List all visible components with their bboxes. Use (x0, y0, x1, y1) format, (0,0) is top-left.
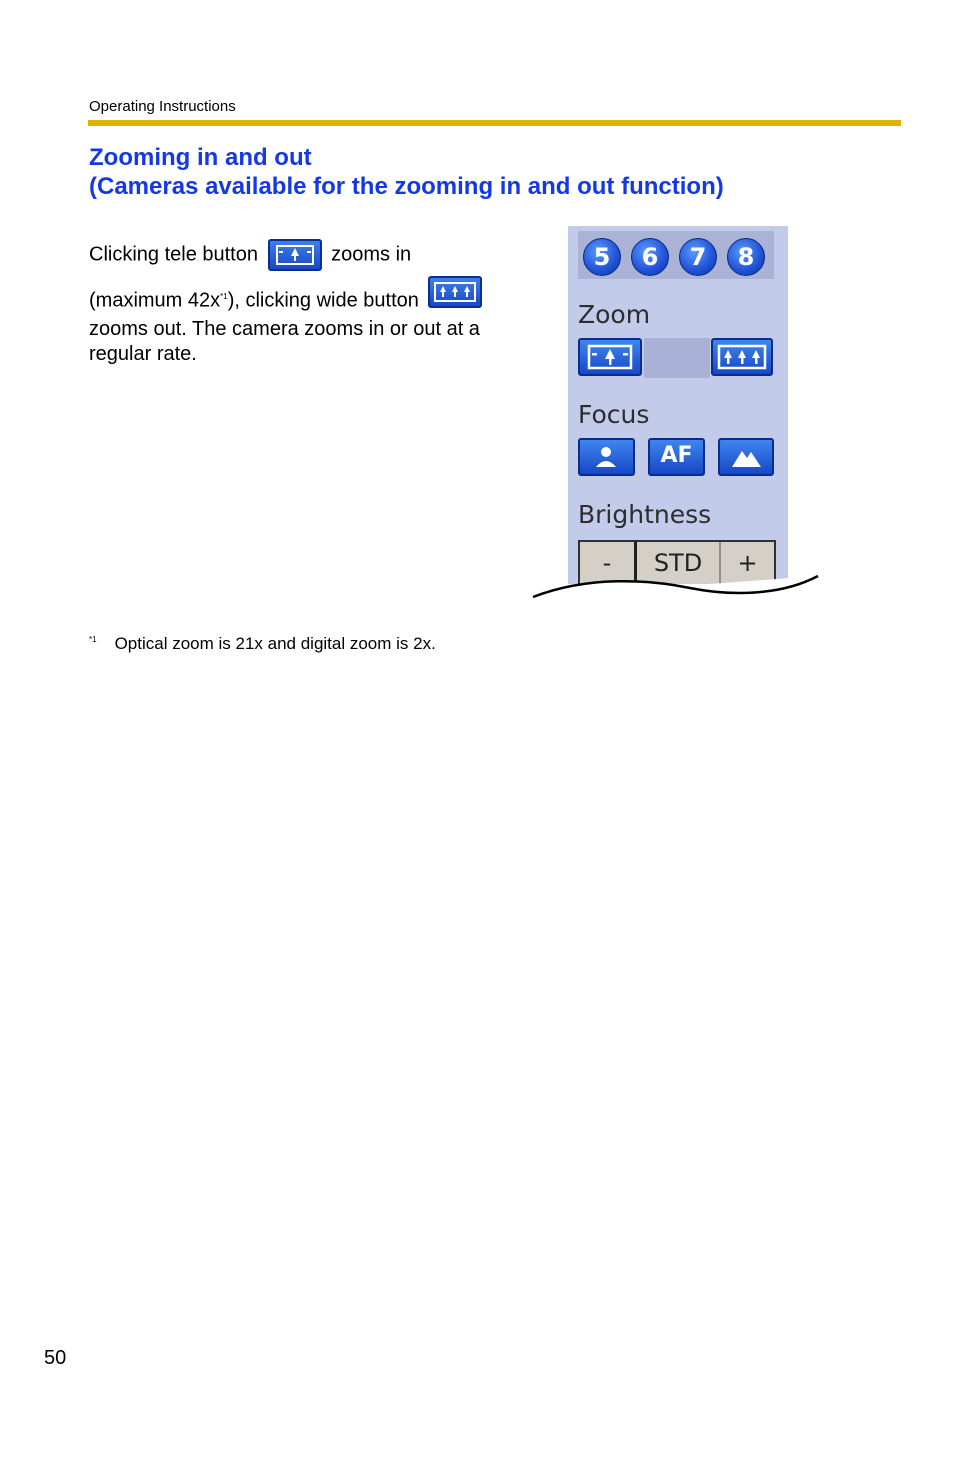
body-text-part4: ), clicking wide button (227, 289, 419, 312)
focus-label: Focus (578, 400, 650, 429)
mountain-icon (720, 440, 772, 474)
cut-line (530, 570, 822, 602)
focus-far-button[interactable] (718, 438, 774, 476)
section-title-line1: Zooming in and out (89, 144, 312, 171)
camera-6-button[interactable]: 6 (631, 238, 669, 276)
footnote (89, 634, 436, 654)
wide-zoom-icon (428, 276, 482, 308)
page-number: 50 (44, 1347, 67, 1369)
camera-7-button[interactable]: 7 (679, 238, 717, 276)
section-title (89, 143, 724, 201)
focus-near-button[interactable] (578, 438, 635, 476)
running-header: Operating Instructions (89, 98, 236, 115)
body-text-part1: Clicking tele button (89, 243, 258, 266)
body-text-part5: zooms out. The camera zooms in or out at a regular rate. (89, 318, 480, 366)
wide-zoom-icon (713, 340, 771, 374)
brightness-std-button[interactable]: STD (637, 542, 721, 584)
brightness-label: Brightness (578, 500, 712, 529)
person-icon (580, 440, 633, 474)
wide-button[interactable] (711, 338, 773, 376)
section-title-line2: (Cameras available for the zooming in and out function) (89, 173, 724, 200)
camera-control-panel (568, 226, 788, 584)
auto-focus-button[interactable]: AF (648, 438, 705, 476)
body-text-part3: (maximum 42x (89, 289, 221, 312)
brightness-plus-button[interactable]: + (737, 549, 758, 577)
header-rule (88, 120, 901, 126)
footnote-reference: *1 (220, 292, 228, 301)
camera-5-button[interactable]: 5 (583, 238, 621, 276)
zoom-label: Zoom (578, 300, 651, 329)
footnote-text: Optical zoom is 21x and digital zoom is 2x. (114, 634, 436, 653)
camera-8-button[interactable]: 8 (727, 238, 765, 276)
tele-zoom-icon (580, 340, 640, 374)
brightness-minus-button[interactable]: - (580, 542, 637, 584)
zoom-bar (644, 338, 710, 378)
body-paragraph-line1 (89, 239, 529, 271)
body-paragraph-line2 (89, 284, 529, 367)
tele-button[interactable] (578, 338, 642, 376)
body-text-part2: zooms in (331, 243, 412, 266)
tele-zoom-icon (268, 239, 322, 271)
camera-select-row (578, 231, 774, 279)
footnote-mark: *1 (89, 635, 97, 645)
